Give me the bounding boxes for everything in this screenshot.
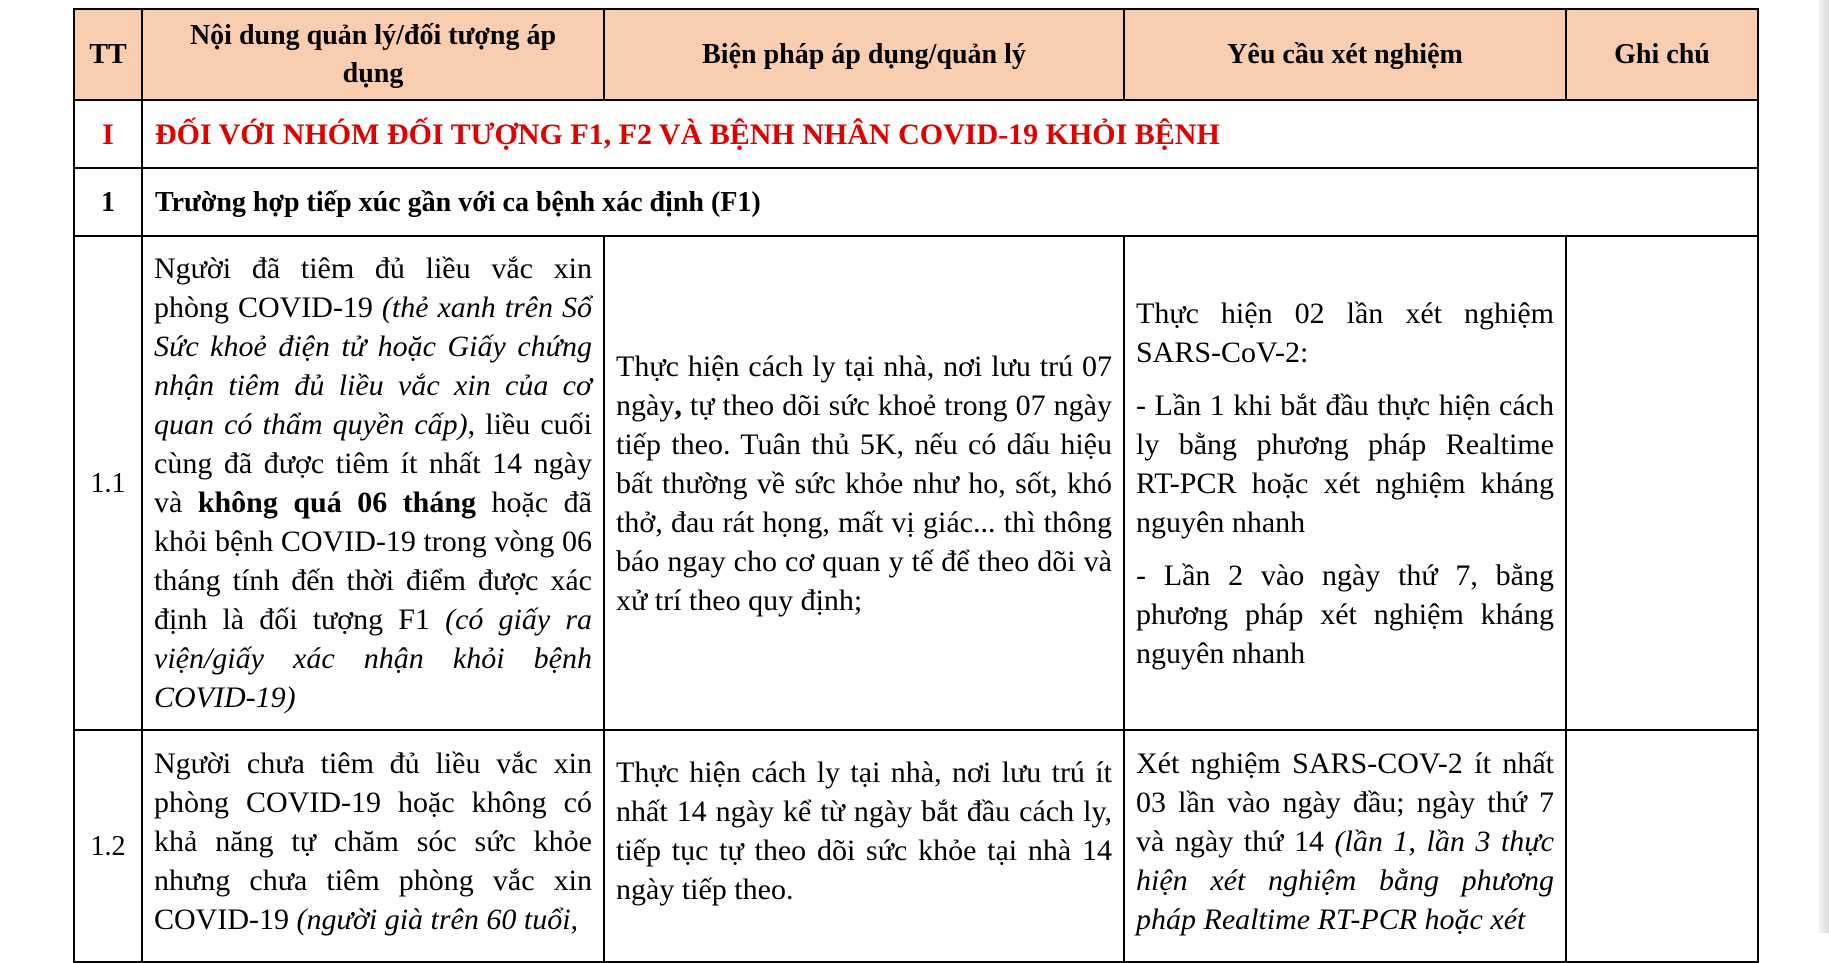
header-testing: Yêu cầu xét nghiệm [1124,9,1566,100]
table-row [74,236,1758,730]
section-row-1 [74,168,1758,236]
header-notes: Ghi chú [1566,9,1758,100]
measures-cell: Thực hiện cách ly tại nhà, nơi lưu trú 07 ngày, tự theo dõi sức khoẻ trong 07 ngày tiếp theo. Tuân thủ 5K, nếu có dấu hiệu bất thường về sức khỏe như ho, sốt, khó thở, đau rát họng, mất vị giác... thì thông báo ngay cho cơ quan y tế để theo dõi và xử trí theo quy định; [604,236,1124,730]
section-number: 1 [74,168,142,236]
section-number: I [74,100,142,168]
section-title: Trường hợp tiếp xúc gần với ca bệnh xác định (F1) [142,168,1758,236]
testing-cell: Xét nghiệm SARS-COV-2 ít nhất 03 lần vào ngày đầu; ngày thứ 7 và ngày thứ 14 (lần 1, lần 3 thực hiện xét nghiệm bằng phương pháp Realtime RT-PCR hoặc xét [1124,730,1566,962]
notes-cell [1566,730,1758,962]
content-cell: Người đã tiêm đủ liều vắc xin phòng COVID-19 (thẻ xanh trên Sổ Sức khoẻ điện tử hoặc Giấy chứng nhận tiêm đủ liều vắc xin của cơ quan có thẩm quyền cấp), liều cuối cùng đã được tiêm ít nhất 14 ngày và không quá 06 tháng hoặc đã khỏi bệnh COVID-19 trong vòng 06 tháng tính đến thời điểm được xác định là đối tượng F1 (có giấy ra viện/giấy xác nhận khỏi bệnh COVID-19) [142,236,604,730]
regulation-table [73,8,1759,963]
notes-cell [1566,236,1758,730]
section-row-I [74,100,1758,168]
page-edge [1819,0,1829,933]
header-tt: TT [74,9,142,100]
content-cell: Người chưa tiêm đủ liều vắc xin phòng COVID-19 hoặc không có khả năng tự chăm sóc sức khỏe nhưng chưa tiêm phòng vắc xin COVID-19 (người già trên 60 tuổi, [142,730,604,962]
measures-cell: Thực hiện cách ly tại nhà, nơi lưu trú ít nhất 14 ngày kể từ ngày bắt đầu cách ly, tiếp tục tự theo dõi sức khỏe tại nhà 14 ngày tiếp theo. [604,730,1124,962]
header-row [74,9,1758,100]
row-number: 1.2 [74,730,142,962]
testing-cell: Thực hiện 02 lần xét nghiệm SARS-CoV-2: - Lần 1 khi bắt đầu thực hiện cách ly bằng phương pháp Realtime RT-PCR hoặc xét nghiệm kháng nguyên nhanh - Lần 2 vào ngày thứ 7, bằng phương pháp xét nghiệm kháng nguyên nhanh [1124,236,1566,730]
table-row [74,730,1758,962]
section-title: ĐỐI VỚI NHÓM ĐỐI TƯỢNG F1, F2 VÀ BỆNH NHÂN COVID-19 KHỎI BỆNH [142,100,1758,168]
header-measures: Biện pháp áp dụng/quản lý [604,9,1124,100]
header-content: Nội dung quản lý/đối tượng áp dụng [142,9,604,100]
row-number: 1.1 [74,236,142,730]
